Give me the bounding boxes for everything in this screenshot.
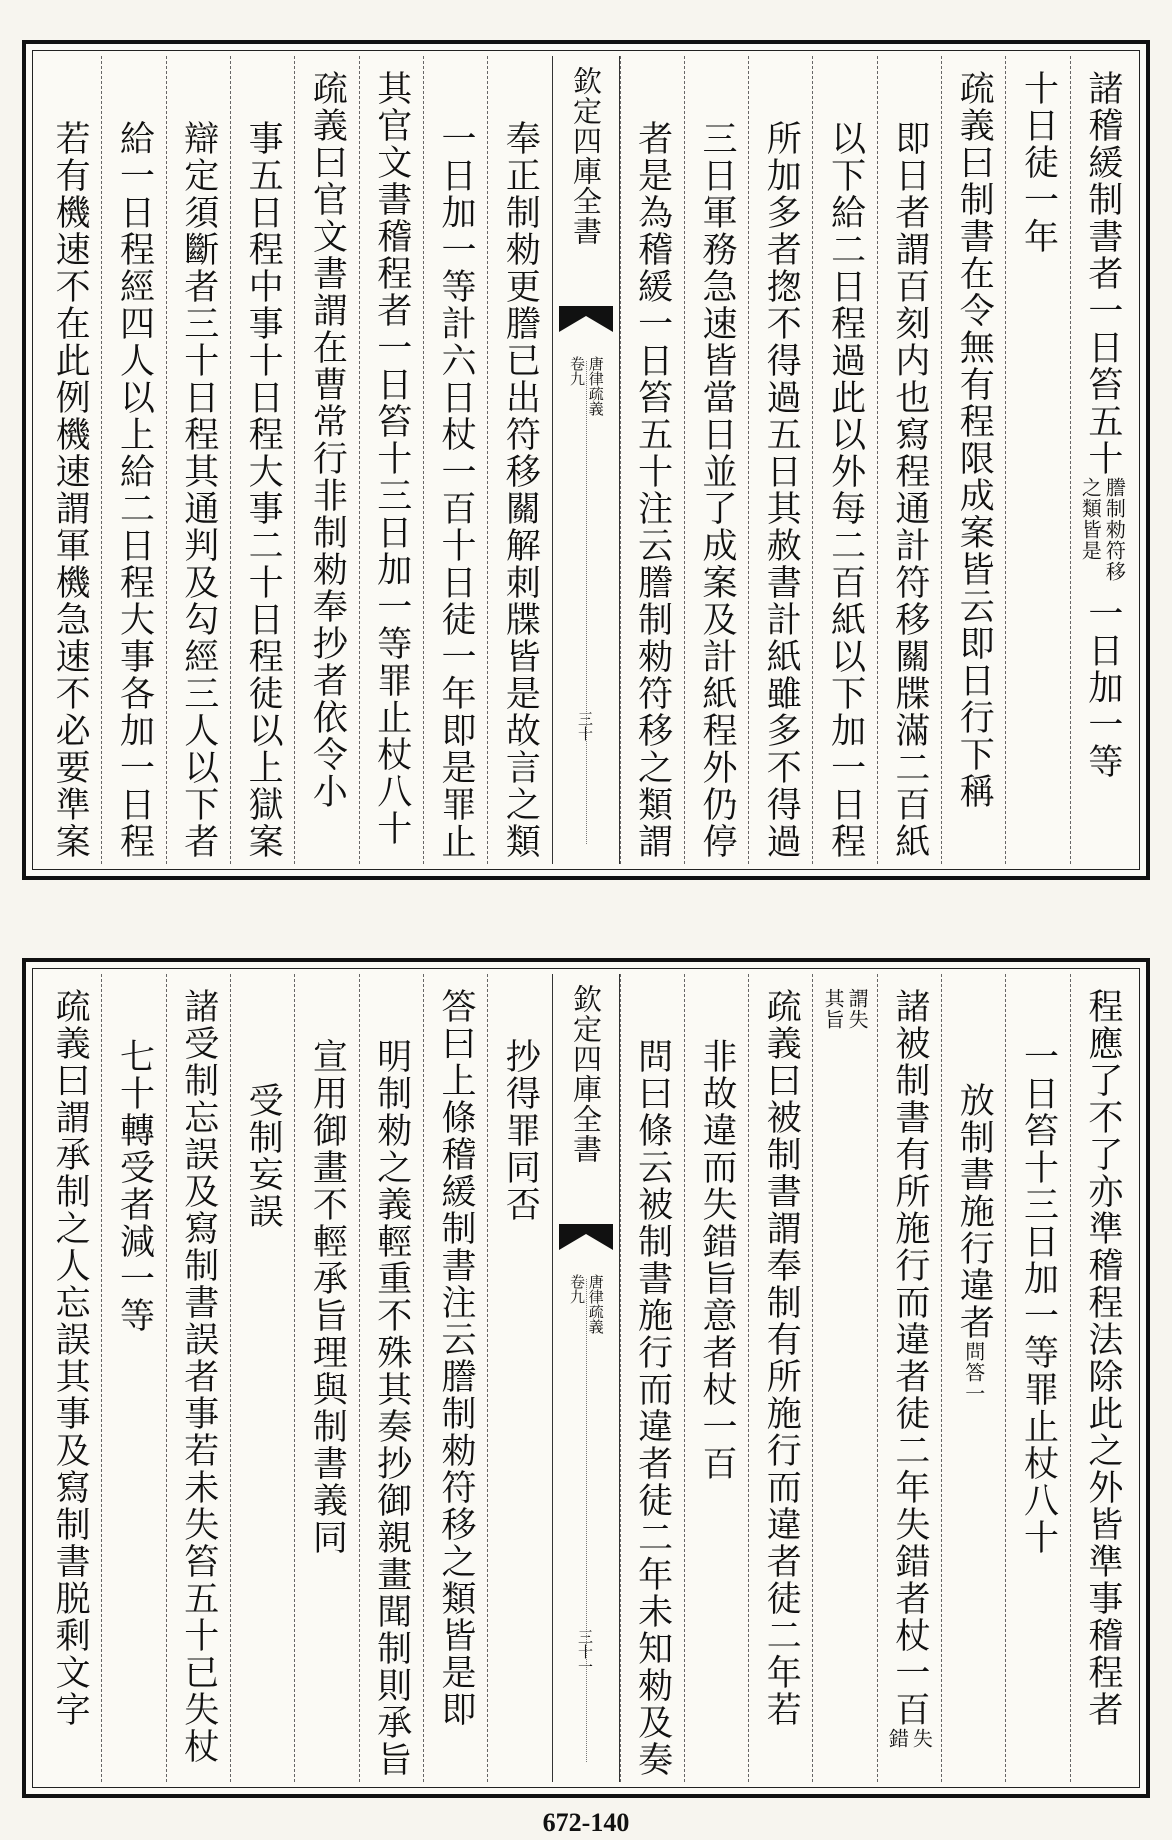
column-text: 三日軍務急速皆當日並了成案及計紙程外仍停 (696, 120, 737, 860)
fold-book-title (568, 356, 603, 416)
column-text: 即日者謂百刻内也寫程通計符移關牒滿二百紙 (889, 120, 930, 860)
text-column (487, 56, 551, 864)
fold-title: 欽定四庫全書 (569, 984, 603, 1164)
column-text: 問曰條云被制書施行而違者徒二年未知勑及奏 (632, 1038, 673, 1778)
text-column (1005, 56, 1069, 864)
text-column (38, 56, 101, 864)
text-column (166, 56, 230, 864)
text-column (423, 974, 487, 1782)
text-column (359, 974, 423, 1782)
text-column (877, 56, 941, 864)
annotation-line: 失 (909, 1728, 934, 1749)
inline-annotation (963, 1341, 985, 1404)
text-column (748, 974, 812, 1782)
text-column (101, 974, 165, 1782)
annotation-line: 其旨 (821, 988, 846, 1030)
text-column (359, 56, 423, 864)
column-text: 事五日程中事十日程大事二十日程徒以上獄案 (243, 120, 284, 860)
text-column (38, 974, 101, 1782)
column-text: 者是為稽緩一日笞五十注云謄制勑符移之類謂 (632, 120, 673, 860)
fold-book-title (568, 1274, 603, 1334)
column-text: 抄得罪同否 (500, 1038, 541, 1223)
annotation-line: 謂失 (845, 988, 870, 1030)
center-fold (552, 974, 620, 1782)
inline-annotation (886, 1728, 932, 1749)
column-text: 諸受制忘誤及寫制書誤者事若未失笞五十已失杖 (178, 988, 219, 1765)
column-text-continued: 一日加一等 (1082, 595, 1123, 780)
fold-book-line: 唐律疏義 (586, 1274, 605, 1334)
column-text: 奉正制勑更謄已出符移關解刺牒皆是故言之類 (500, 120, 541, 860)
text-column (812, 974, 876, 1782)
column-text: 七十轉受者減一等 (114, 1038, 155, 1334)
fold-center-line (586, 361, 587, 844)
text-column (620, 974, 684, 1782)
column-text: 疏義曰謂承制之人忘誤其事及寫制書脱剩文字 (50, 988, 91, 1728)
column-text: 所加多者揔不得過五日其赦書計紙雖多不得過 (761, 120, 802, 860)
inline-annotation (822, 988, 868, 1030)
column-text: 諸被制書有所施行而違者徒二年失錯者杖一百 (889, 988, 930, 1728)
text-column (620, 56, 684, 864)
fold-book-line: 唐律疏義 (586, 356, 605, 416)
text-column (294, 56, 358, 864)
column-text: 給一日程經四人以上給二日程大事各加一日程 (114, 120, 155, 860)
text-column (423, 56, 487, 864)
column-text: 辯定須斷者三十日程其通判及勾經三人以下者 (178, 120, 219, 860)
folio-number: 三十一 (576, 1629, 594, 1674)
annotation-line: 謄制勑符移 (1102, 477, 1127, 582)
annotation-line: 錯 (885, 1728, 910, 1749)
column-text: 一日加一等計六日杖一百十日徒一年即是罪止 (436, 120, 477, 860)
fold-center-line (586, 1279, 587, 1762)
column-text: 宣用御畫不輕承旨理與制書義同 (307, 1038, 348, 1556)
annotation-line: 之類皆是 (1078, 477, 1103, 561)
text-column (1005, 974, 1069, 1782)
text-column (941, 974, 1005, 1782)
column-text: 程應了不了亦準稽程法除此之外皆準事稽程者 (1082, 988, 1123, 1728)
column-text: 明制勑之義輕重不殊其奏抄御親畫聞制則承旨 (371, 1038, 412, 1778)
center-fold (552, 56, 620, 864)
column-text: 十日徒一年 (1018, 70, 1059, 255)
lower-page (22, 958, 1150, 1798)
column-text: 受制妄誤 (243, 1082, 284, 1230)
text-column (812, 56, 876, 864)
text-column (1070, 974, 1134, 1782)
text-column (684, 974, 748, 1782)
column-text: 疏義曰制書在令無有程限成案皆云即日行下稱 (954, 70, 995, 810)
text-column (230, 56, 294, 864)
column-text: 疏義曰被制書謂奉制有所施行而違者徒二年若 (761, 988, 802, 1728)
text-column (166, 974, 230, 1782)
text-column (1070, 56, 1134, 864)
fold-title: 欽定四庫全書 (569, 66, 603, 246)
column-text: 諸稽緩制書者一日笞五十 (1082, 70, 1123, 477)
text-column (294, 974, 358, 1782)
text-column (487, 974, 551, 1782)
text-column (684, 56, 748, 864)
fishtail-mark (559, 306, 613, 332)
text-column (748, 56, 812, 864)
column-text: 一日笞十三日加一等罪止杖八十 (1018, 1038, 1059, 1556)
page-number: 672-140 (542, 1808, 630, 1837)
upper-page (22, 40, 1150, 880)
text-column (230, 974, 294, 1782)
column-text: 放制書施行違者 (954, 1082, 995, 1341)
annotation-line: 問答一 (961, 1341, 986, 1404)
upper-text-columns (38, 56, 1134, 864)
column-text: 若有機速不在此例機速謂軍機急速不必要準案 (50, 120, 91, 860)
lower-text-columns (38, 974, 1134, 1782)
text-column (877, 974, 941, 1782)
column-text: 非故違而失錯旨意者杖一百 (696, 1038, 737, 1482)
column-text: 以下給二日程過此以外每二百紙以下加一日程 (825, 120, 866, 860)
column-text: 其官文書稽程者一日笞十三日加一等罪止杖八十 (371, 70, 412, 847)
column-text: 答曰上條稽緩制書注云謄制勑符移之類皆是即 (436, 988, 477, 1728)
fold-book-line: 卷九 (568, 1274, 586, 1304)
column-text: 疏義曰官文書謂在曹常行非制勑奉抄者依令小 (307, 70, 348, 810)
text-column (101, 56, 165, 864)
fold-book-line: 卷九 (568, 356, 586, 386)
inline-annotation (1079, 477, 1125, 582)
folio-number: 三十 (576, 711, 594, 741)
fishtail-mark (559, 1224, 613, 1250)
text-column (941, 56, 1005, 864)
